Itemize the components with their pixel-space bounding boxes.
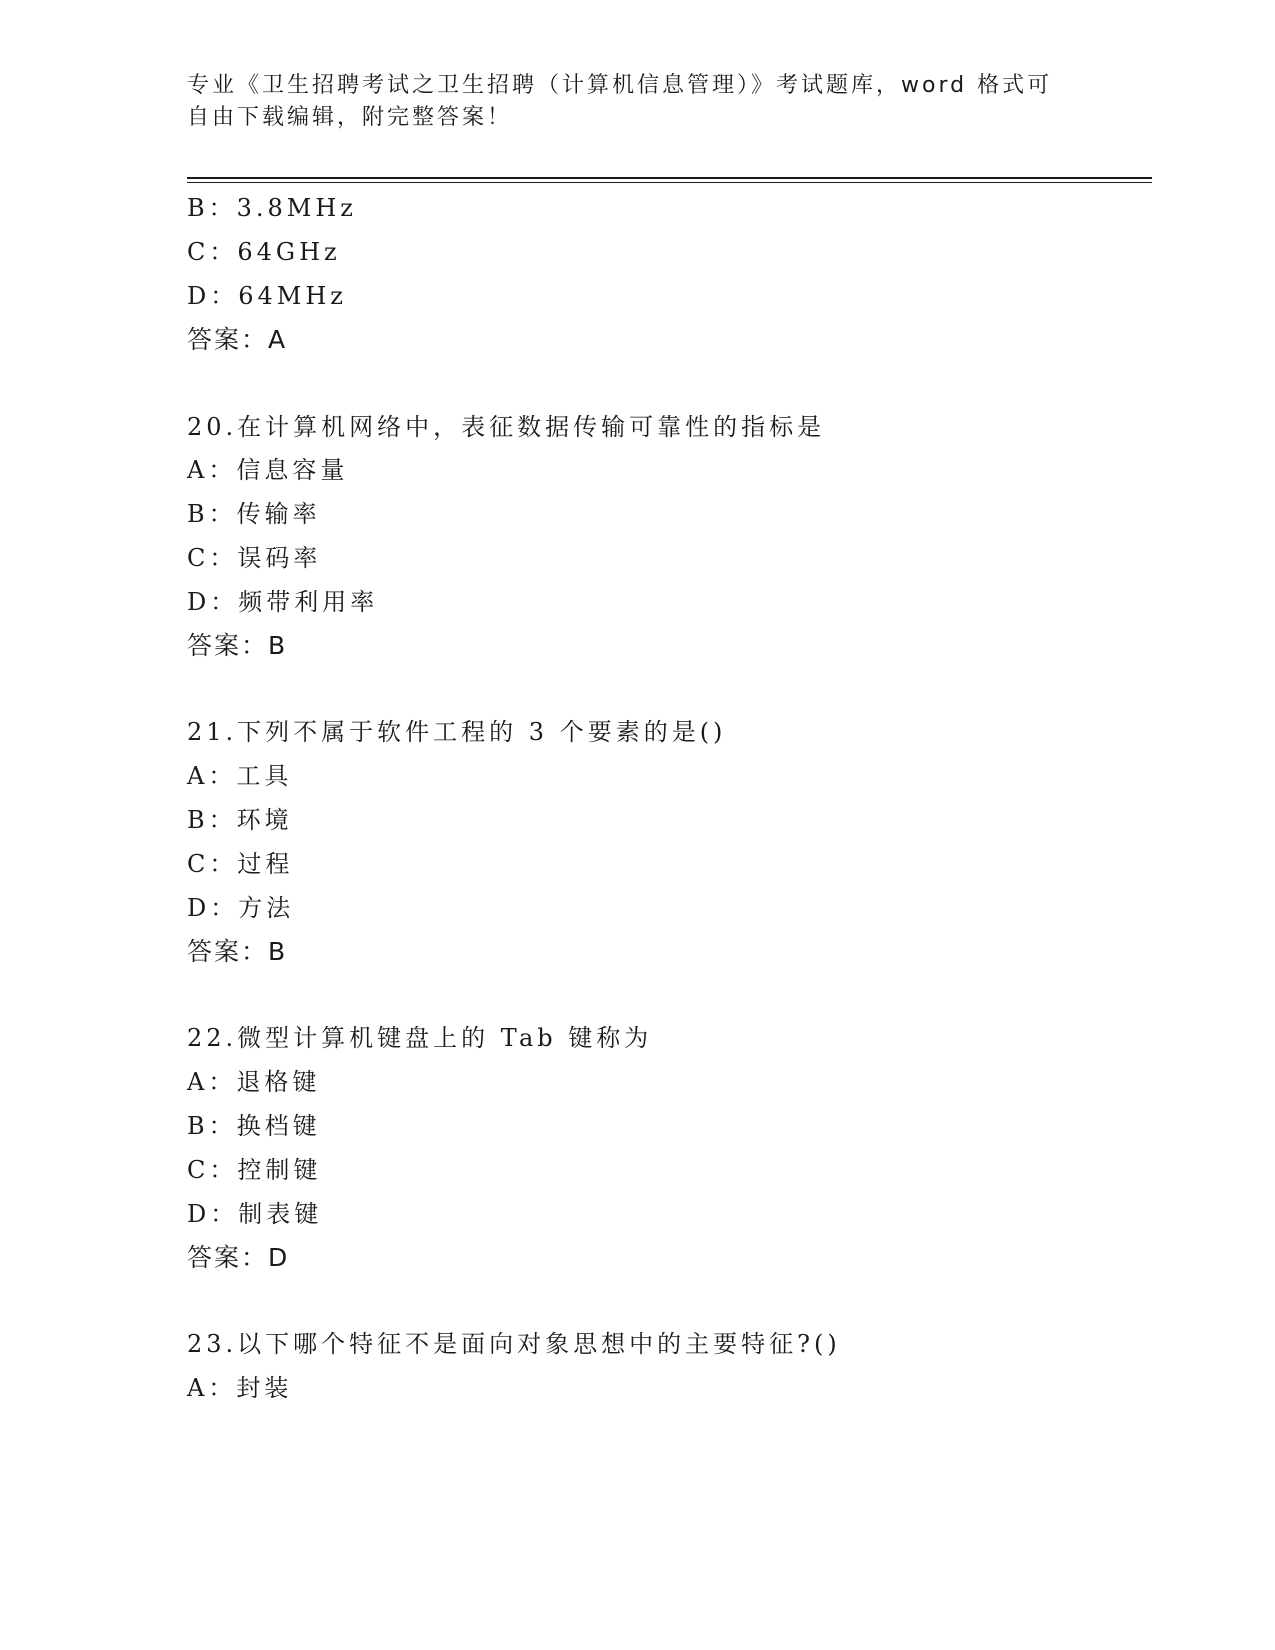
question-stem: 21.下列不属于软件工程的 3 个要素的是()	[187, 718, 727, 746]
option-d: D：频带利用率	[187, 588, 379, 616]
question-stem: 20.在计算机网络中，表征数据传输可靠性的指标是	[187, 413, 826, 441]
answer-line: 答案：D	[187, 1243, 290, 1272]
option-b: B：换档键	[187, 1112, 321, 1140]
option-b: B：3.8MHz	[187, 194, 357, 222]
option-d: D：方法	[187, 894, 295, 922]
option-c: C：误码率	[187, 544, 322, 572]
option-d: D：64MHz	[187, 282, 347, 310]
option-c: C：过程	[187, 850, 294, 878]
option-b: B：传输率	[187, 500, 321, 528]
answer-line: 答案：B	[187, 937, 288, 966]
header-divider-thin	[187, 182, 1152, 183]
option-d: D：制表键	[187, 1200, 323, 1228]
document-header: 专业《卫生招聘考试之卫生招聘（计算机信息管理）》考试题库，word 格式可自由下载编辑，附完整答案！	[187, 73, 1053, 130]
option-c: C：控制键	[187, 1156, 322, 1184]
header-divider	[187, 177, 1152, 179]
option-c: C：64GHz	[187, 238, 341, 266]
option-a: A：封装	[187, 1374, 293, 1402]
option-b: B：环境	[187, 806, 293, 834]
answer-line: 答案：A	[187, 325, 288, 354]
option-a: A：工具	[187, 762, 293, 790]
answer-line: 答案：B	[187, 631, 288, 660]
question-stem: 23.以下哪个特征不是面向对象思想中的主要特征?()	[187, 1330, 841, 1358]
option-a: A：信息容量	[187, 456, 349, 484]
option-a: A：退格键	[187, 1068, 321, 1096]
question-stem: 22.微型计算机键盘上的 Tab 键称为	[187, 1024, 653, 1052]
